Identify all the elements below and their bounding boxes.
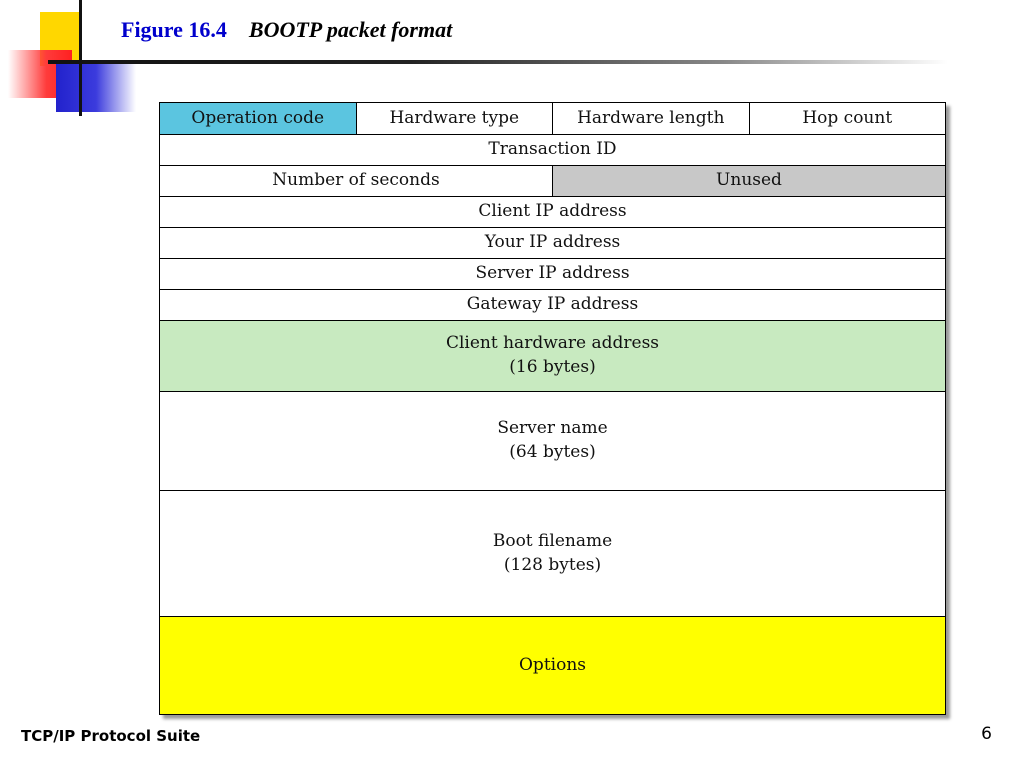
- decorative-vertical-line: [79, 0, 82, 116]
- field-hardware-length: Hardware length: [552, 103, 749, 134]
- packet-row-seconds: [160, 165, 945, 196]
- decorative-blue-block: [56, 64, 136, 112]
- slide-title: [121, 17, 452, 43]
- field-client-ip-address: Client IP address: [478, 201, 627, 222]
- page-number: 6: [981, 724, 992, 744]
- field-server-ip-address: Server IP address: [475, 263, 630, 284]
- server-name-size: (64 bytes): [509, 442, 596, 462]
- packet-row-client-hardware: [160, 320, 945, 391]
- field-number-of-seconds: Number of seconds: [272, 170, 440, 191]
- packet-row-header: [160, 103, 945, 134]
- packet-row-gateway-ip: [160, 289, 945, 320]
- packet-row-your-ip: [160, 227, 945, 258]
- figure-caption: BOOTP packet format: [248, 17, 453, 42]
- client-hardware-address-size: (16 bytes): [509, 357, 596, 377]
- server-name-label: Server name: [497, 418, 608, 439]
- field-server-name: [160, 392, 945, 490]
- packet-row-client-ip: [160, 196, 945, 227]
- packet-row-options: [160, 616, 945, 714]
- title-underline: [48, 60, 948, 64]
- field-gateway-ip-address: Gateway IP address: [466, 294, 639, 315]
- footer-book-title: TCP/IP Protocol Suite: [21, 727, 201, 745]
- field-unused: Unused: [552, 166, 945, 196]
- packet-row-server-name: [160, 391, 945, 490]
- figure-number: Figure 16.4: [121, 17, 227, 42]
- boot-filename-size: (128 bytes): [503, 554, 602, 575]
- field-transaction-id: Transaction ID: [488, 139, 617, 160]
- field-client-hardware-address: [160, 321, 945, 391]
- field-hop-count: Hop count: [749, 103, 946, 134]
- field-your-ip-address: Your IP address: [484, 232, 621, 253]
- packet-row-transaction: [160, 134, 945, 165]
- field-options: Options: [519, 654, 586, 675]
- packet-row-boot-filename: [160, 490, 945, 616]
- field-hardware-type: Hardware type: [356, 103, 553, 134]
- field-operation-code: Operation code: [160, 103, 356, 134]
- field-boot-filename: [160, 491, 945, 616]
- boot-filename-label: Boot filename: [492, 530, 613, 551]
- packet-row-server-ip: [160, 258, 945, 289]
- bootp-packet-diagram: [159, 102, 946, 715]
- client-hardware-address-label: Client hardware address: [445, 333, 660, 354]
